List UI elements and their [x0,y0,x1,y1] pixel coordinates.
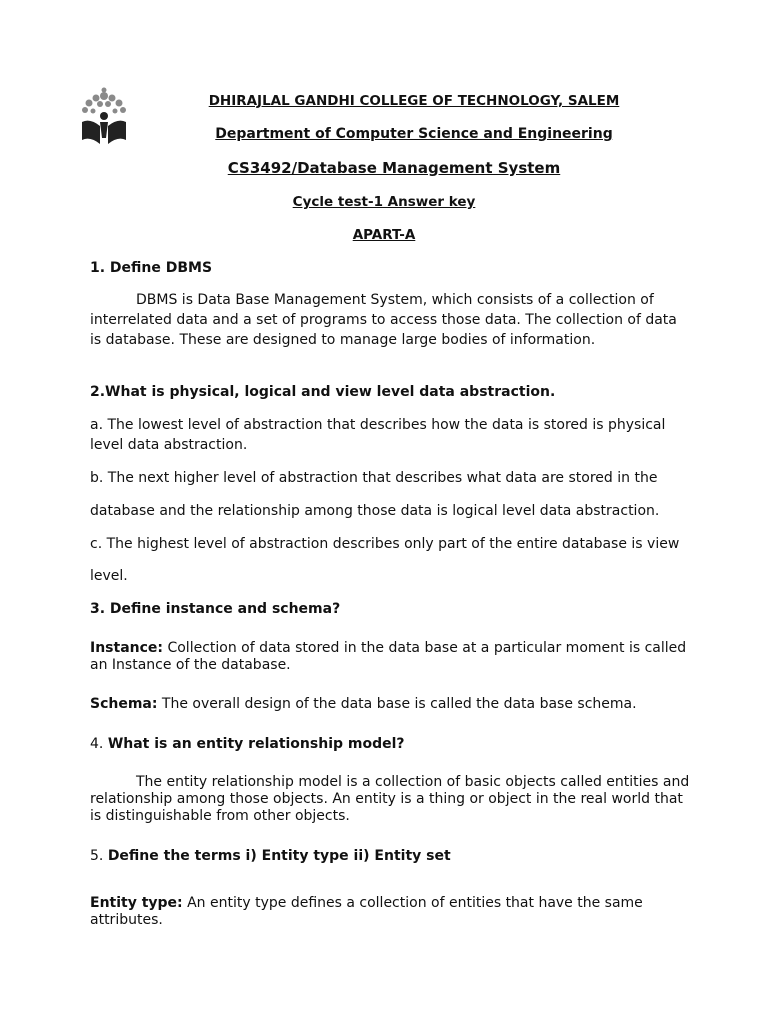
question-4-title-row [90,734,690,754]
question-5-number: 5. [90,848,104,864]
schema-text: The overall design of the data base is called the data base schema. [157,696,637,712]
question-2-item-b: b. The next higher level of abstraction that describes what data are stored in the [90,470,658,486]
question-2-item-c: c. The highest level of abstraction describes only part of the entire database is view [90,536,680,552]
question-1-title: 1. Define DBMS [90,260,213,276]
question-2-item-a: a. The lowest level of abstraction that describes how the data is stored is physical level data abstraction. [90,417,666,453]
question-2-title: 2.What is physical, logical and view level data abstraction. [90,384,556,400]
question-4-number: 4. [90,736,104,752]
instance-definition [90,640,690,674]
instance-label: Instance: [90,640,164,656]
instance-text: Collection of data stored in the data base at a particular moment is called an Instance of the database. [90,640,687,673]
test-title: Cycle test-1 Answer key [292,194,476,210]
entity-type-label: Entity type: [90,895,183,911]
question-2-item-c-cont: level. [90,568,128,584]
part-heading: APART-A [352,227,416,243]
schema-definition [90,694,690,714]
question-4-answer: The entity relationship model is a collection of basic objects called entities and relationship among those objects. An entity is a thing or object in the real world that is distinguishable from other objects. [90,774,690,824]
department-name: Department of Computer Science and Engineering [215,126,613,142]
course-title: CS3492/Database Management System [227,159,561,177]
question-2-item-b-cont: database and the relationship among those data is logical level data abstraction. [90,503,660,519]
question-5-title-row [90,846,690,866]
college-name: DHIRAJLAL GANDHI COLLEGE OF TECHNOLOGY, SALEM [208,93,620,109]
question-5-title: Define the terms i) Entity type ii) Entity set [107,848,451,864]
entity-type-definition [90,895,690,929]
schema-label: Schema: [90,696,158,712]
entity-type-text: An entity type defines a collection of entities that have the same attributes. [90,895,643,928]
question-3-title: 3. Define instance and schema? [90,601,341,617]
question-4-title: What is an entity relationship model? [107,736,405,752]
question-1-answer: DBMS is Data Base Management System, which consists of a collection of interrelated data and a set of programs to access those data. The collection of data is database. These are designed to manage large bodies of information. [90,292,677,348]
